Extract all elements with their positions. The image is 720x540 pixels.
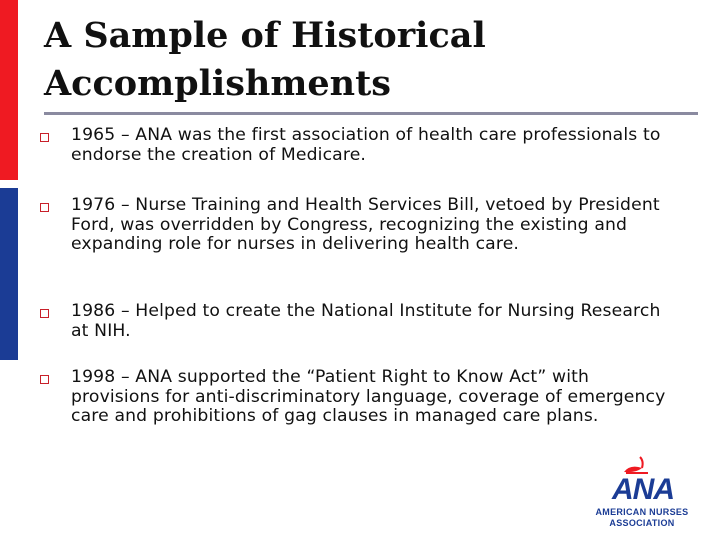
logo-line-2: ASSOCIATION <box>609 518 675 528</box>
bullet-square-icon <box>40 309 49 318</box>
logo-line-1: AMERICAN NURSES <box>595 507 689 517</box>
bullet-square-icon <box>40 375 49 384</box>
bullet-square-icon <box>40 133 49 142</box>
slide-title: A Sample of Historical Accomplishments <box>44 15 486 104</box>
ana-logo <box>572 455 712 535</box>
bullet-square-icon <box>40 203 49 212</box>
bullet-text: 1976 – Nurse Training and Health Services Bill, vetoed by President Ford, was overridden by Congress, recognizing the existing and expanding role for nurses in delivering health care. <box>71 195 660 254</box>
title-divider <box>44 112 698 115</box>
list-item <box>40 126 680 165</box>
list-item <box>40 302 680 341</box>
logo-name: ANA <box>612 473 674 506</box>
bullet-text: 1986 – Helped to create the National Institute for Nursing Research at NIH. <box>71 301 661 341</box>
side-color-bar <box>0 0 18 540</box>
list-item <box>40 196 680 255</box>
bullet-text: 1965 – ANA was the first association of health care professionals to endorse the creation of Medicare. <box>71 125 661 165</box>
bullet-text: 1998 – ANA supported the “Patient Right to Know Act” with provisions for anti-discriminatory language, coverage of emergency care and prohibitions of gag clauses in managed care plans. <box>71 367 666 426</box>
list-item <box>40 368 680 427</box>
